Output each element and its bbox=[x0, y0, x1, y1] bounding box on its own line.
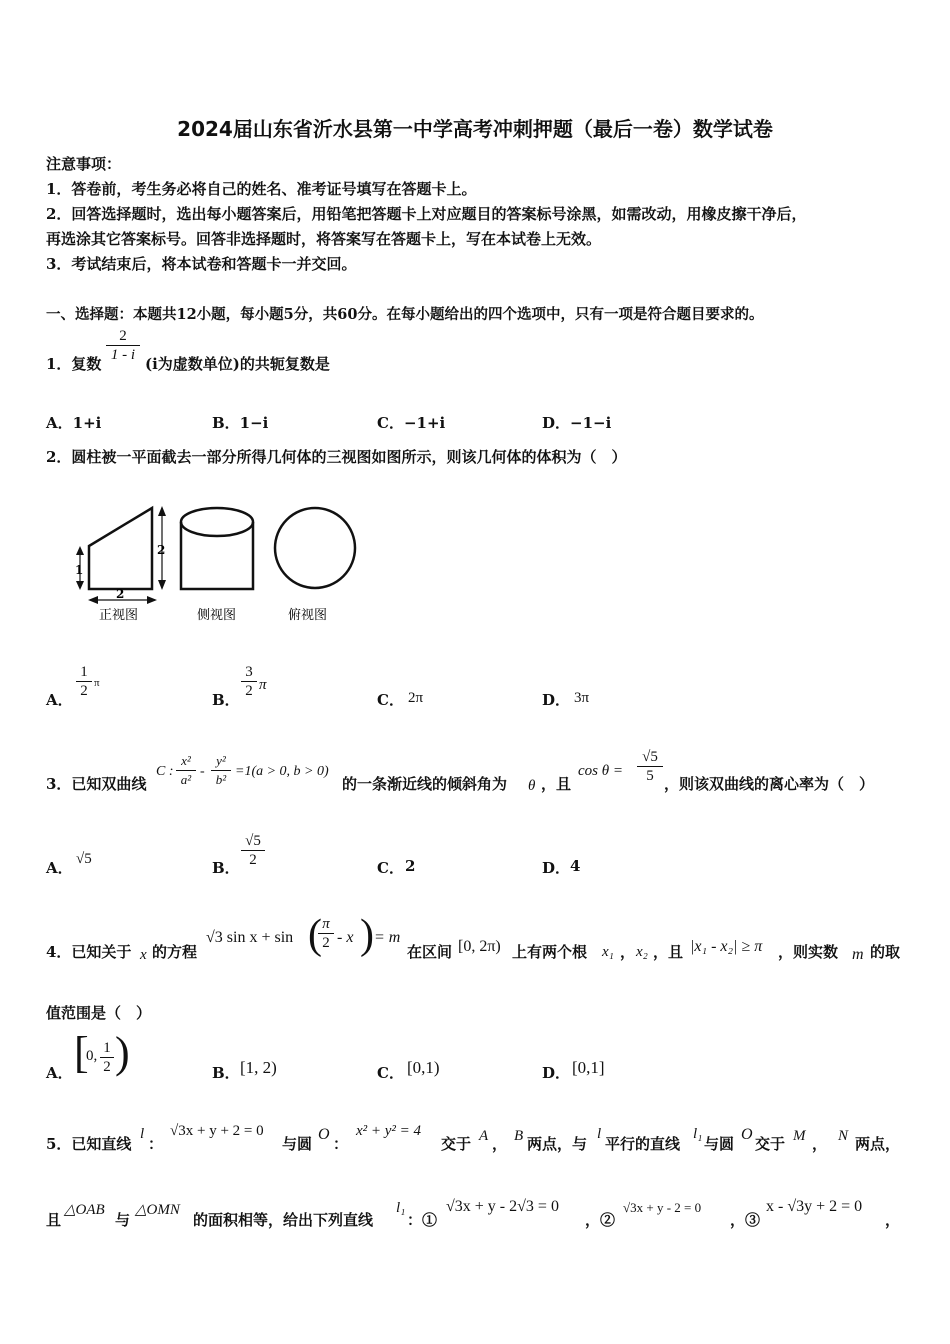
q4-x2: x₂ bbox=[636, 944, 648, 960]
notice-item: 3．考试结束后，将本试卷和答题卡一并交回。 bbox=[46, 255, 357, 273]
q5-l-2: l bbox=[597, 1126, 602, 1142]
q5-mid6: 交于 bbox=[755, 1135, 786, 1153]
q3-theta: θ bbox=[528, 778, 536, 794]
q1-option-a[interactable]: A．1+i bbox=[46, 414, 102, 432]
q4-optA-rparen: ) bbox=[115, 1028, 130, 1077]
q5-B: B bbox=[514, 1128, 524, 1144]
q4-eq-right: = m bbox=[374, 929, 401, 946]
q4-pi-den: 2 bbox=[322, 935, 330, 951]
q5-sep1: ， bbox=[492, 1135, 508, 1153]
q2-option-c[interactable]: C． bbox=[377, 691, 404, 709]
q1-prefix: 1．复数 bbox=[46, 355, 102, 373]
front-view-label: 正视图 bbox=[99, 608, 139, 623]
notice-item: 2．回答选择题时，选出每小题答案后，用铅笔把答题卡上对应题目的答案标号涂黑，如需改动，用橡皮擦干净后， bbox=[46, 205, 807, 223]
q5-mid4: 平行的直线 bbox=[605, 1135, 681, 1153]
q5-colon2: ：① bbox=[407, 1211, 438, 1229]
q2-optC-value: 2π bbox=[408, 690, 424, 706]
q4-right-paren: ) bbox=[360, 912, 374, 958]
q3-optD-value: 4 bbox=[570, 857, 581, 875]
q2-optA-pi: π bbox=[94, 677, 100, 689]
q2-optA-fraction bbox=[76, 663, 92, 700]
q3-cos-den: 5 bbox=[646, 768, 654, 784]
q4-x1: x₁ bbox=[602, 944, 614, 960]
q4-sep: ， bbox=[620, 943, 636, 961]
q4-mid2: 在区间 bbox=[407, 943, 453, 961]
q5-mid1: 与圆 bbox=[282, 1135, 313, 1153]
q5-c3: ，③ bbox=[730, 1211, 761, 1229]
dim-width-2: 2 bbox=[116, 587, 125, 601]
q5-mid5: 与圆 bbox=[704, 1135, 735, 1153]
dim-height-1: 1 bbox=[75, 563, 84, 577]
q4-pi-over-2 bbox=[318, 915, 334, 952]
q2-text: 2．圆柱被一平面截去一部分所得几何体的三视图如图所示，则该几何体的体积为（ ） bbox=[46, 448, 627, 466]
q3-prefix: 3．已知双曲线 bbox=[46, 775, 147, 793]
q3-eq-tail: =1(a > 0, b > 0) bbox=[235, 764, 329, 779]
q5-A: A bbox=[479, 1128, 489, 1144]
q4-mid3: 上有两个根 bbox=[512, 943, 588, 961]
q5-l: l bbox=[140, 1126, 145, 1142]
q3-minus: - bbox=[200, 764, 205, 779]
q3-b2: b² bbox=[215, 772, 227, 787]
side-view-label: 侧视图 bbox=[197, 608, 237, 623]
q4-optA-lbracket: [ bbox=[74, 1028, 89, 1077]
q4-pi-num: π bbox=[322, 916, 330, 932]
q3-cos-num: √5 bbox=[642, 749, 658, 765]
q5-prefix: 5．已知直线 bbox=[46, 1135, 132, 1153]
q2-optD-value: 3π bbox=[574, 690, 590, 706]
q4-interval: [0, 2π) bbox=[458, 938, 501, 955]
q4-eq-inner-tail: - x bbox=[337, 929, 354, 946]
q3-y2-over-b2 bbox=[211, 752, 231, 789]
q4-mid1: 的方程 bbox=[152, 943, 198, 961]
q3-suffix: ，则该双曲线的离心率为（ ） bbox=[664, 775, 875, 793]
q5-mid8: 的面积相等，给出下列直线 bbox=[193, 1211, 374, 1229]
q2-option-d[interactable]: D． bbox=[542, 691, 571, 709]
q3-cos: cos θ = bbox=[578, 763, 623, 779]
q4-option-d[interactable]: D． bbox=[542, 1064, 571, 1082]
q5-line2-prefix: 且 bbox=[46, 1211, 62, 1229]
q4-option-a[interactable]: A． bbox=[46, 1064, 73, 1082]
q5-O-2: O bbox=[741, 1126, 753, 1143]
q5-eq1: √3x + y - 2√3 = 0 bbox=[446, 1198, 559, 1215]
q3-optA-value: √5 bbox=[76, 851, 92, 867]
q2-option-a[interactable]: A． bbox=[46, 691, 73, 709]
q5-mid3: 两点，与 bbox=[527, 1135, 588, 1153]
q3-option-a[interactable]: A． bbox=[46, 859, 73, 877]
q4-optD-value: [0,1] bbox=[572, 1058, 605, 1077]
q4-eq-left: √3 sin x + sin bbox=[206, 929, 294, 946]
q2-optB-pi: π bbox=[259, 677, 267, 693]
q4-optA-den: 2 bbox=[103, 1059, 111, 1075]
section-heading: 一、选择题：本题共12小题，每小题5分，共60分。在每小题给出的四个选项中，只有一项是符合题目要求的。 bbox=[46, 306, 764, 323]
q1-frac-den: 1 - i bbox=[110, 347, 136, 363]
q5-l1: l₁ bbox=[693, 1126, 703, 1142]
q4-mid5: ，则实数 bbox=[778, 943, 839, 961]
q3-mid: 的一条渐近线的倾斜角为 bbox=[342, 775, 508, 793]
dim-height-2: 2 bbox=[157, 543, 166, 557]
q4-optA-head: 0, bbox=[86, 1048, 98, 1064]
q3-comma: ，且 bbox=[541, 775, 572, 793]
q1-option-c[interactable]: C．−1+i bbox=[377, 414, 446, 432]
q5-eq2: √3x + y - 2 = 0 bbox=[623, 1200, 702, 1215]
q5-colon: ： bbox=[148, 1135, 164, 1153]
q4-cond: |x₁ - x₂| ≥ π bbox=[690, 938, 763, 955]
q5-sep2: ， bbox=[812, 1135, 828, 1153]
top-view-label: 俯视图 bbox=[288, 608, 328, 623]
q3-x2-over-a2 bbox=[176, 752, 196, 789]
q4-prefix: 4．已知关于 bbox=[46, 943, 132, 961]
q1-frac-num: 2 bbox=[119, 328, 127, 344]
q5-l1-2: l₁ bbox=[396, 1200, 406, 1216]
q3-option-c[interactable]: C． bbox=[377, 859, 404, 877]
q5-end: ， bbox=[885, 1211, 901, 1229]
q5-N: N bbox=[838, 1128, 849, 1144]
q3-optB-fraction bbox=[241, 832, 265, 869]
q1-suffix: (i为虚数单位)的共轭复数是 bbox=[145, 355, 330, 373]
notice-item: 1．答卷前，考生务必将自己的姓名、准考证号填写在答题卡上。 bbox=[46, 180, 477, 198]
q4-option-b[interactable]: B． bbox=[212, 1064, 240, 1082]
q3-cos-fraction bbox=[637, 748, 663, 785]
q5-eq3: x - √3y + 2 = 0 bbox=[766, 1198, 863, 1215]
q2-optB-den: 2 bbox=[245, 683, 253, 699]
q4-m: m bbox=[852, 946, 864, 963]
three-view-figure bbox=[60, 498, 370, 628]
q5-tri1: △OAB bbox=[64, 1202, 105, 1218]
q3-x2: x² bbox=[181, 753, 191, 768]
top-view-circle bbox=[275, 508, 355, 588]
q4-optA-fraction bbox=[100, 1039, 114, 1076]
front-view-shape bbox=[89, 508, 152, 589]
q1-option-b[interactable]: B．1−i bbox=[212, 414, 269, 432]
q3-optC-value: 2 bbox=[405, 857, 416, 875]
q2-optA-num: 1 bbox=[80, 664, 88, 680]
q5-tri2: △OMN bbox=[135, 1202, 180, 1218]
q3-option-b[interactable]: B． bbox=[212, 859, 240, 877]
q4-optA-num: 1 bbox=[103, 1040, 111, 1056]
q4-line2: 值范围是（ ） bbox=[46, 1004, 152, 1022]
q3-optB-den: 2 bbox=[249, 852, 257, 868]
q5-mid2: 交于 bbox=[441, 1135, 472, 1153]
q5-and: 与 bbox=[115, 1211, 131, 1229]
q3-optB-num: √5 bbox=[245, 833, 261, 849]
q4-optB-value: [1, 2) bbox=[240, 1058, 277, 1077]
q5-M: M bbox=[793, 1128, 806, 1144]
q5-O: O bbox=[318, 1126, 330, 1143]
q2-optA-den: 2 bbox=[80, 683, 88, 699]
q3-option-d[interactable]: D． bbox=[542, 859, 571, 877]
q2-option-b[interactable]: B． bbox=[212, 691, 240, 709]
q4-option-c[interactable]: C． bbox=[377, 1064, 404, 1082]
q4-optC-value: [0,1) bbox=[407, 1058, 440, 1077]
page-title: 2024届山东省沂水县第一中学高考冲刺押题（最后一卷）数学试卷 bbox=[177, 117, 773, 141]
notice-heading: 注意事项： bbox=[46, 155, 122, 173]
notice-item: 再选涂其它答案标号。回答非选择题时，将答案写在答题卡上，写在本试卷上无效。 bbox=[46, 230, 602, 248]
q2-optB-num: 3 bbox=[245, 664, 253, 680]
q5-circle-eq: x² + y² = 4 bbox=[356, 1123, 422, 1139]
q5-line-eq: √3x + y + 2 = 0 bbox=[170, 1123, 264, 1139]
q3-curve-name: C : bbox=[156, 764, 174, 779]
q5-mid7: 两点， bbox=[855, 1135, 901, 1153]
q2-optB-fraction bbox=[241, 663, 257, 700]
q5-c2: ，② bbox=[585, 1211, 616, 1229]
q1-option-d[interactable]: D．−1−i bbox=[542, 414, 612, 432]
q4-left-paren: ( bbox=[308, 912, 322, 958]
q4-mid4: ，且 bbox=[653, 943, 684, 961]
q4-x: x bbox=[140, 947, 147, 963]
q4-tail: 的取 bbox=[870, 943, 901, 961]
q3-y2: y² bbox=[216, 753, 226, 768]
q1-fraction bbox=[106, 327, 140, 364]
q5-colon-2: ： bbox=[333, 1135, 349, 1153]
q3-a2: a² bbox=[180, 772, 192, 787]
